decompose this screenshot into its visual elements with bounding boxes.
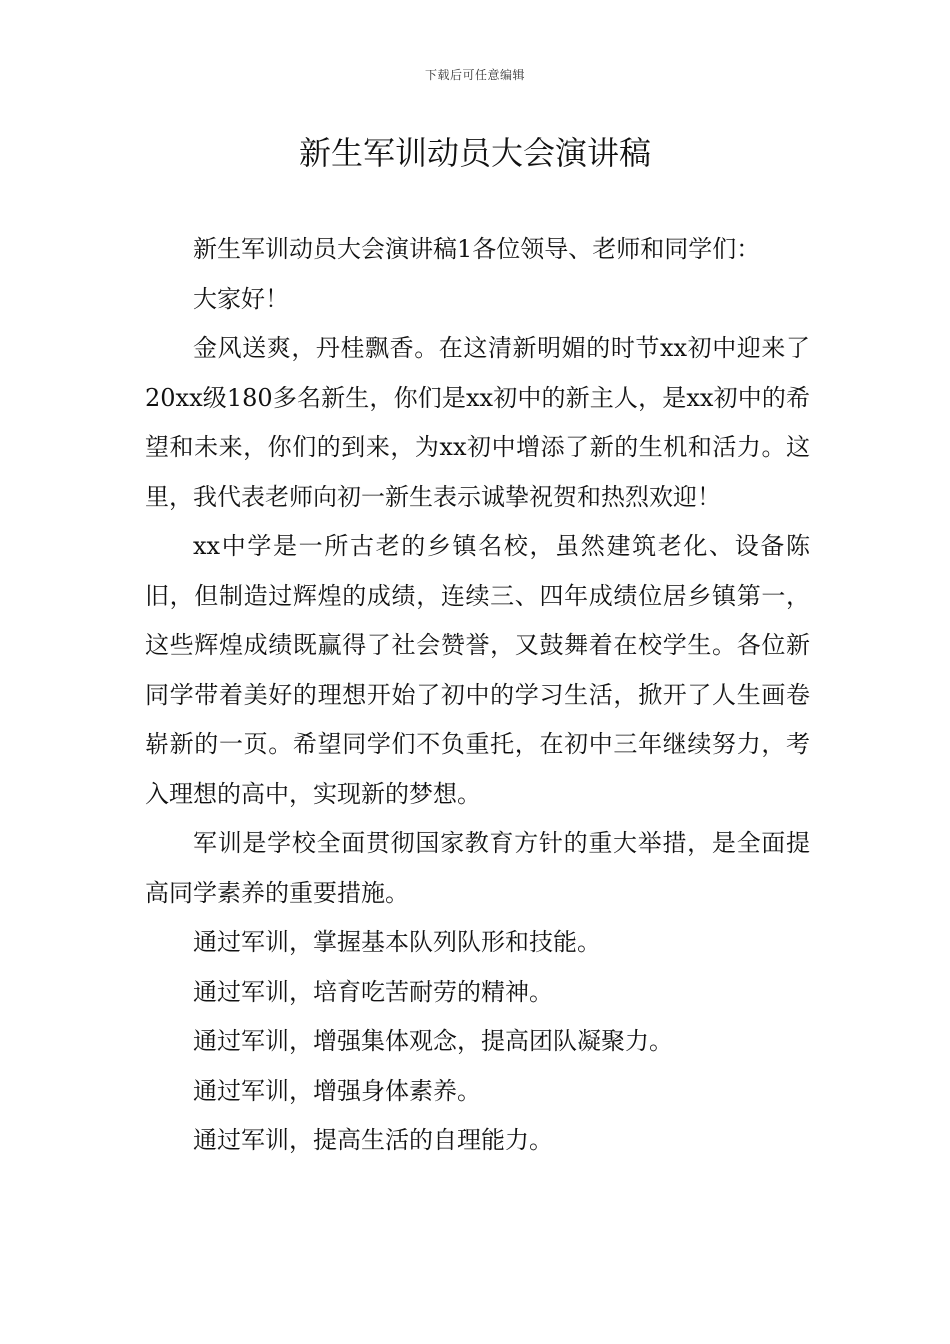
paragraph-list-item: 通过军训，提高生活的自理能力。 [193, 1126, 553, 1154]
paragraph-school-intro: xx中学是一所古老的乡镇名校，虽然建筑老化、设备陈旧，但制造过辉煌的成绩，连续三、四年成绩位居乡镇第一，这些辉煌成绩既赢得了社会赞誉，又鼓舞着在校学生。各位新同学带着美好的理想开始了初中的学习生活，掀开了人生画卷崭新的一页。希望同学们不负重托，在初中三年继续努力，考入理想的高中，实现新的梦想。 [145, 532, 810, 808]
paragraph-welcome: 金风送爽，丹桂飘香。在这清新明媚的时节xx初中迎来了20xx级180多名新生，你们是xx初中的新主人，是xx初中的希望和未来，你们的到来，为xx初中增添了新的生机和活力。这里，我代表老师向初一新生表示诚挚祝贺和热烈欢迎！ [145, 334, 810, 511]
paragraph-opening: 新生军训动员大会演讲稿1各位领导、老师和同学们： [193, 235, 761, 263]
paragraph-training-purpose: 军训是学校全面贯彻国家教育方针的重大举措，是全面提高同学素养的重要措施。 [145, 829, 810, 907]
document-body [145, 225, 810, 1166]
paragraph-greeting: 大家好！ [193, 284, 289, 313]
paragraph-list-item: 通过军训，掌握基本队列队形和技能。 [193, 928, 601, 956]
paragraph-list-item: 通过军训，增强集体观念，提高团队凝聚力。 [193, 1027, 673, 1055]
document-title: 新生军训动员大会演讲稿 [298, 134, 651, 172]
paragraph-list-item: 通过军训，增强身体素养。 [193, 1076, 481, 1105]
header-note: 下载后可任意编辑 [424, 68, 525, 82]
paragraph-list-item: 通过军训，培育吃苦耐劳的精神。 [193, 977, 553, 1006]
